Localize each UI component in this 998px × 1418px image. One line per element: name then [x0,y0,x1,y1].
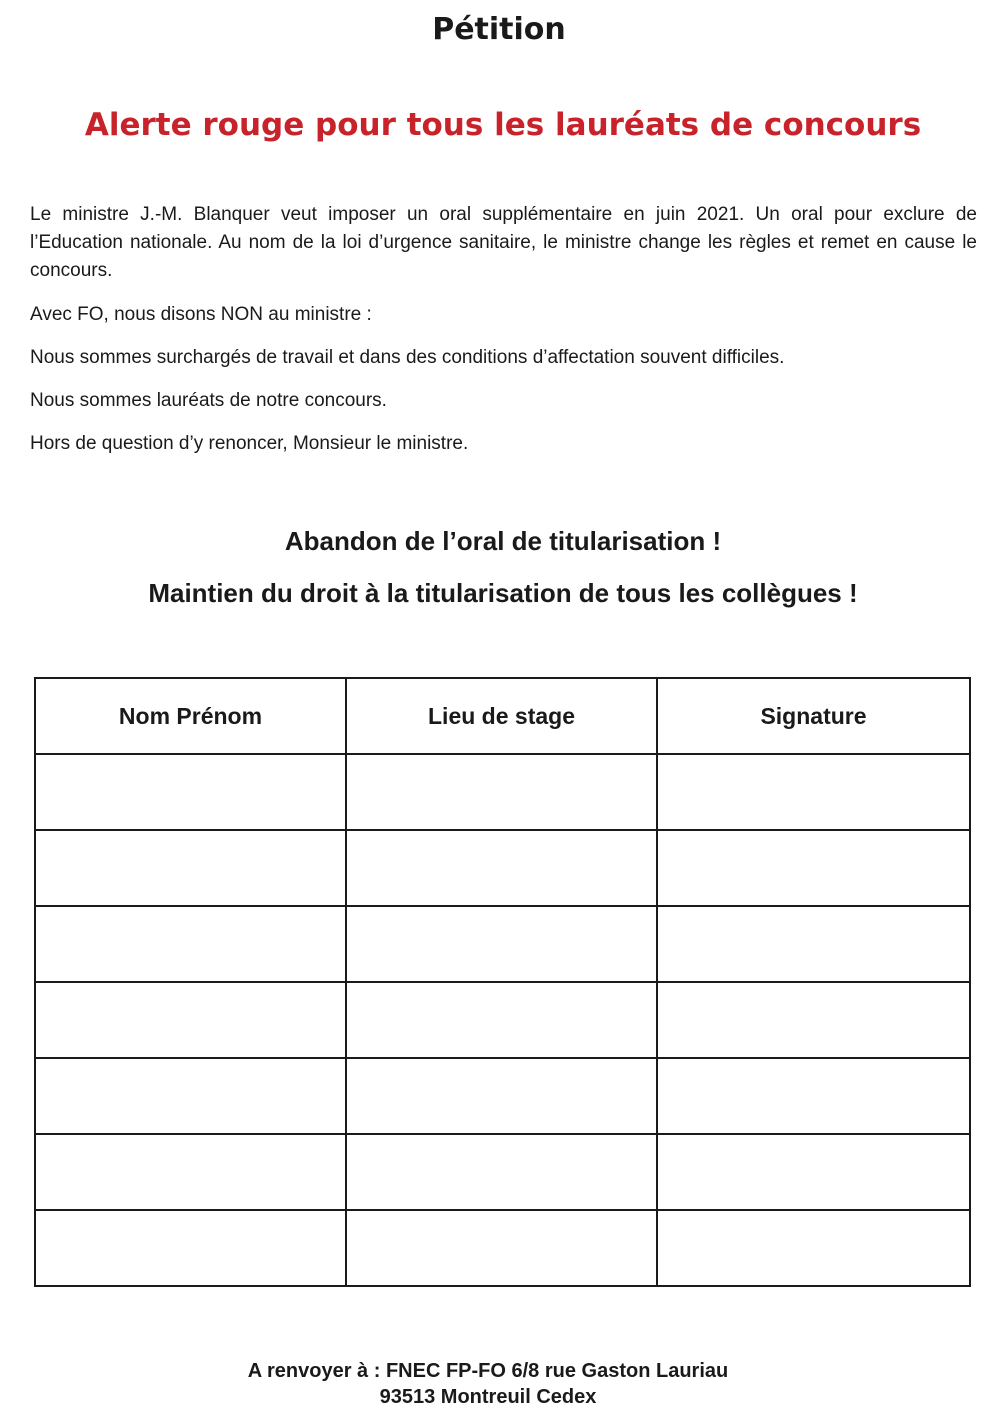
table-header-row [35,678,970,754]
signature-cell[interactable] [657,982,970,1058]
signature-cell[interactable] [657,830,970,906]
table-row [35,1134,970,1210]
signature-cell[interactable] [657,754,970,830]
table-row [35,1058,970,1134]
name-cell[interactable] [35,1210,346,1286]
signature-cell[interactable] [657,1134,970,1210]
name-cell[interactable] [35,830,346,906]
demand-heading: Abandon de l’oral de titularisation ! [284,526,722,556]
table-row [35,830,970,906]
table-row [35,1210,970,1286]
name-cell[interactable] [35,1134,346,1210]
table-row [35,754,970,830]
location-cell[interactable] [346,906,657,982]
location-cell[interactable] [346,1058,657,1134]
signature-cell[interactable] [657,1058,970,1134]
name-cell[interactable] [35,754,346,830]
statement-paragraph: Avec FO, nous disons NON au ministre : [30,304,372,325]
location-cell[interactable] [346,1134,657,1210]
statement-paragraph: Hors de question d’y renoncer, Monsieur le ministre. [30,433,469,454]
statement-paragraph: Nous sommes lauréats de notre concours. [30,390,387,411]
location-cell[interactable] [346,1210,657,1286]
return-address-line: 93513 Montreuil Cedex [379,1386,597,1408]
demand-heading: Maintien du droit à la titularisation de tous les collègues ! [148,578,858,608]
signature-table [34,677,971,1287]
name-cell[interactable] [35,1058,346,1134]
signature-cell[interactable] [657,1210,970,1286]
return-address [0,1358,976,1410]
column-header-name: Nom Prénom [35,678,346,754]
location-cell[interactable] [346,830,657,906]
intro-paragraph: Le ministre J.-M. Blanquer veut imposer un oral supplémentaire en juin 2021. Un oral pour exclure de l’Education nationale. Au nom de la loi d’urgence sanitaire, le ministre change les règles et remet en cause le concours. [30,204,977,281]
signature-cell[interactable] [657,906,970,982]
return-address-line: A renvoyer à : FNEC FP-FO 6/8 rue Gaston Lauriau [247,1360,729,1382]
page-title: Pétition [432,12,566,47]
location-cell[interactable] [346,754,657,830]
alert-subtitle: Alerte rouge pour tous les lauréats de concours [84,107,922,143]
name-cell[interactable] [35,982,346,1058]
statement-paragraph: Nous sommes surchargés de travail et dans des conditions d’affectation souvent difficiles. [30,347,785,368]
table-row [35,906,970,982]
column-header-signature: Signature [657,678,970,754]
location-cell[interactable] [346,982,657,1058]
name-cell[interactable] [35,906,346,982]
column-header-location: Lieu de stage [346,678,657,754]
table-row [35,982,970,1058]
